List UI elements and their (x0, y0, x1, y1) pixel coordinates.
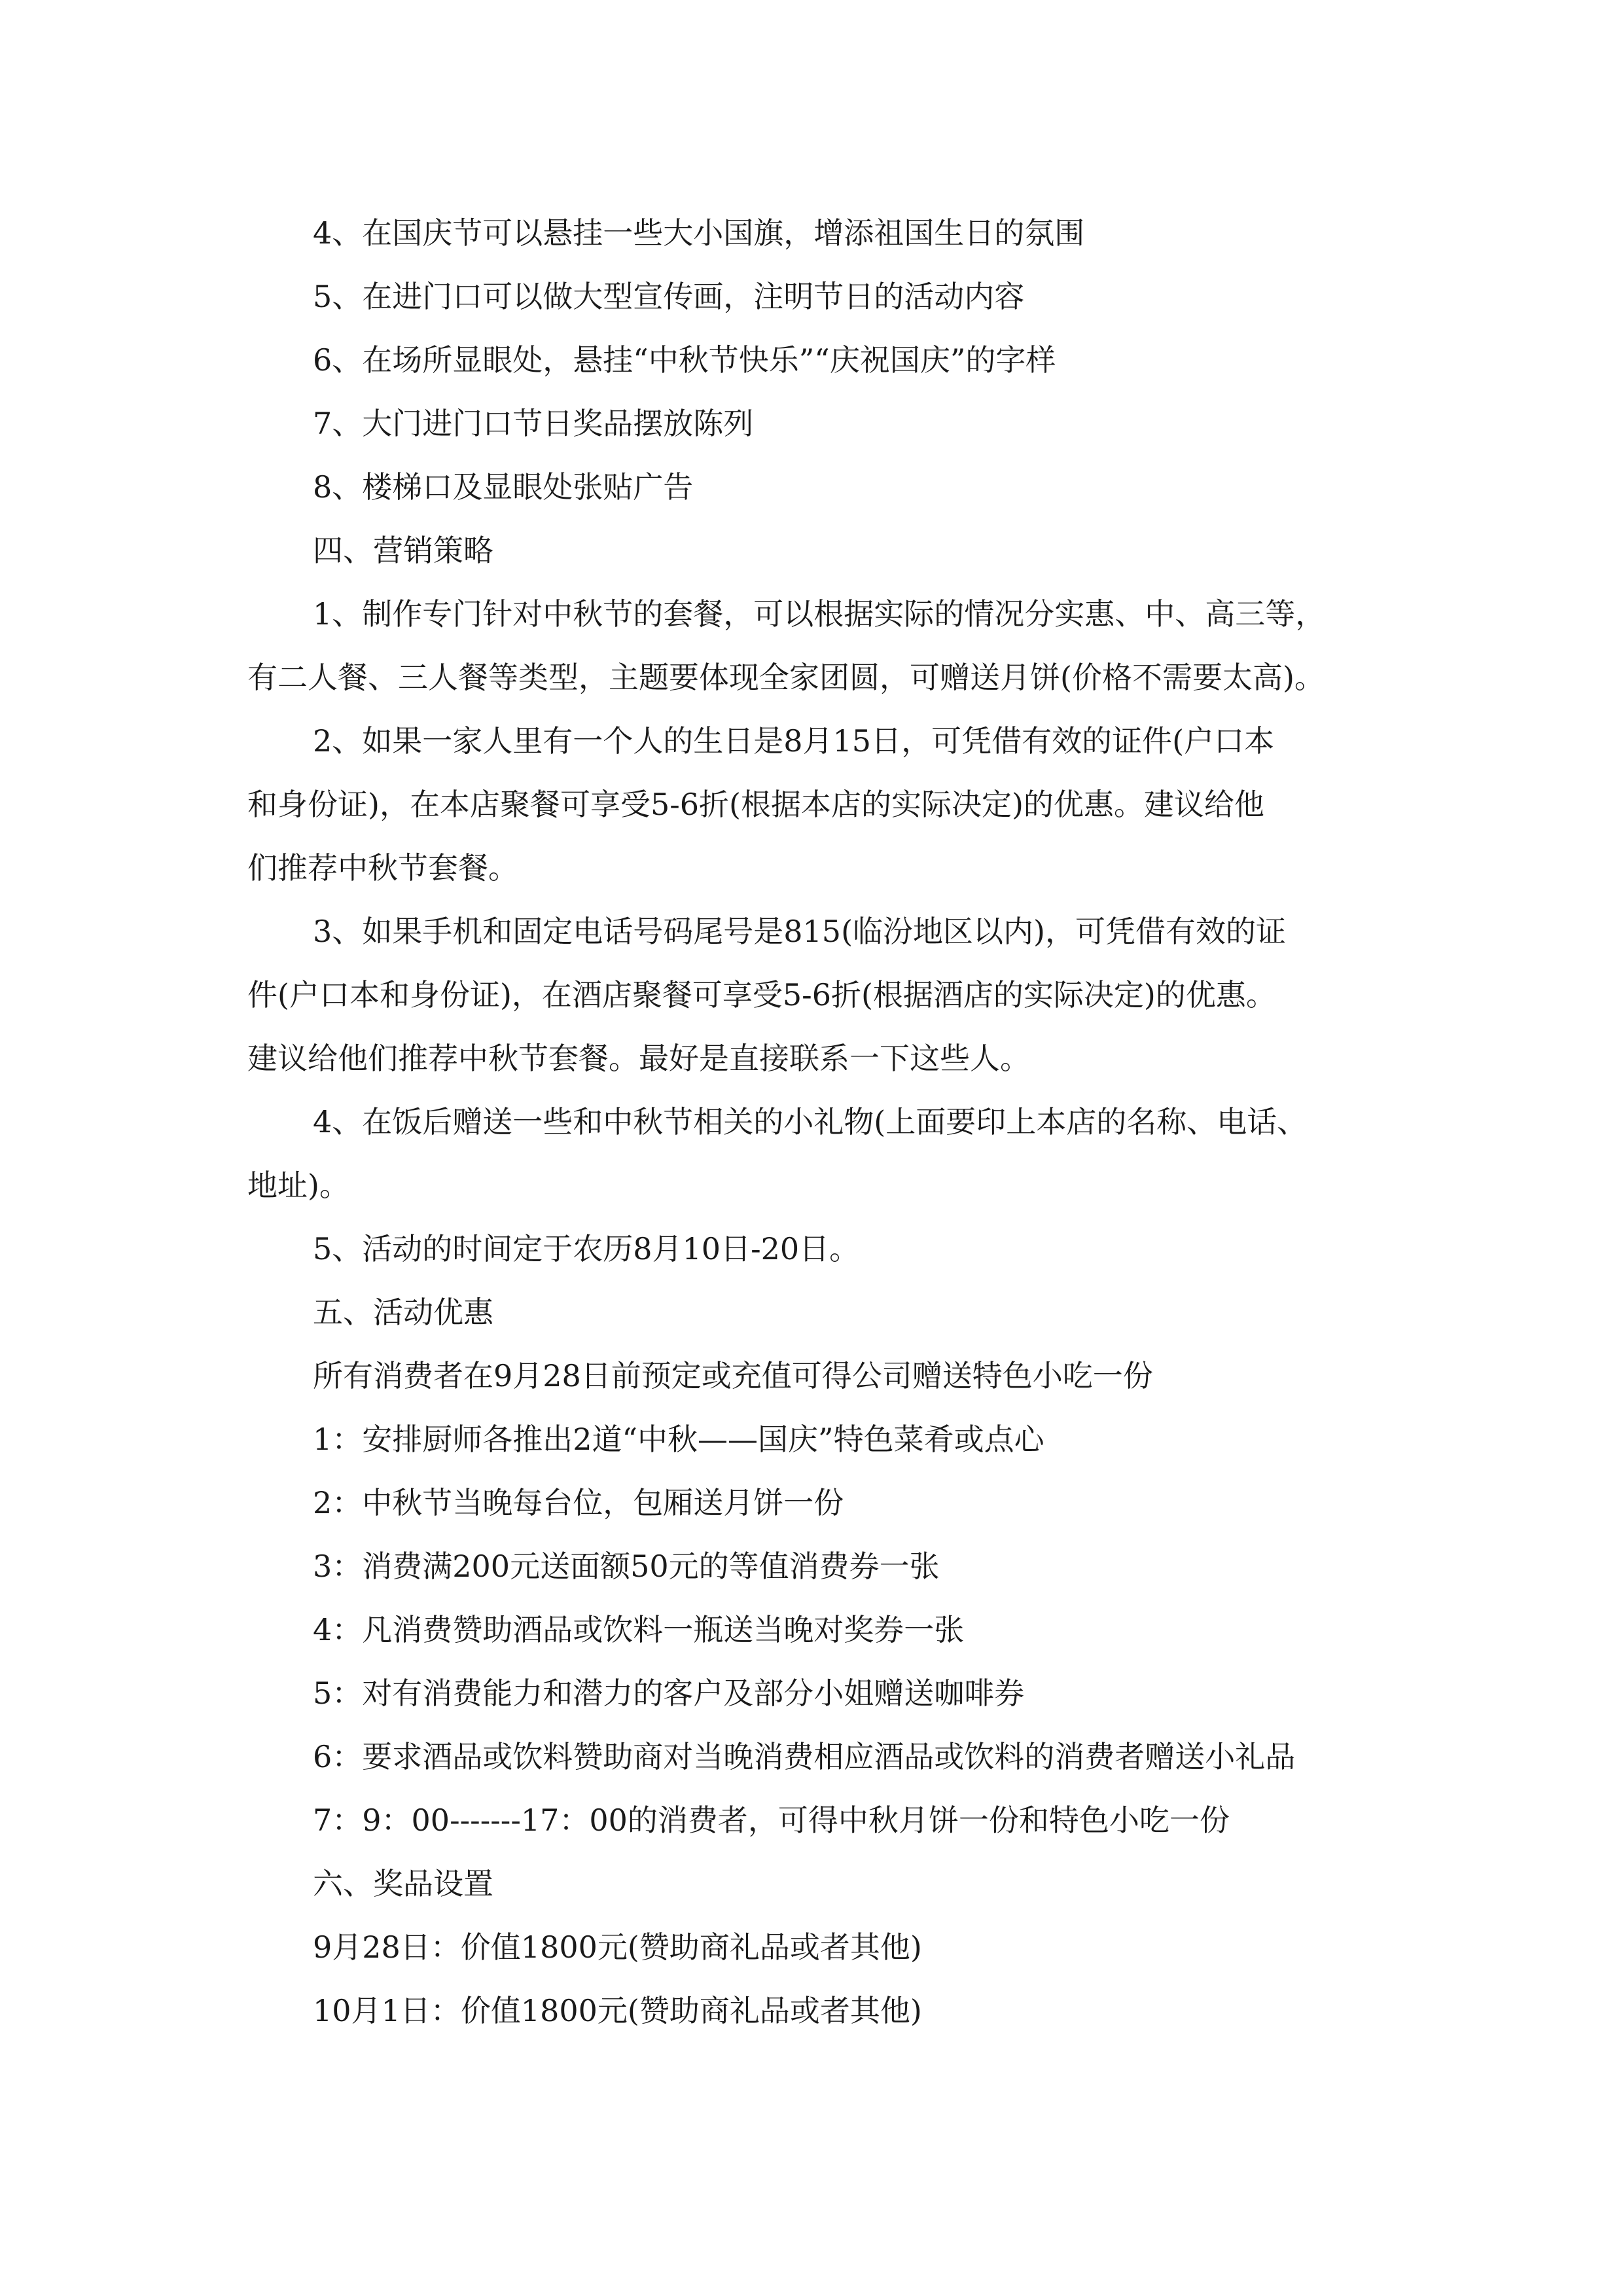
text-line: 8、楼梯口及显眼处张贴广告 (313, 469, 694, 505)
section-heading: 六、奖品设置 (313, 1866, 493, 1901)
text-line: 7、大门进门口节日奖品摆放陈列 (313, 406, 754, 441)
text-line: 2、如果一家人里有一个人的生日是8月15日，可凭借有效的证件(户口本 (313, 723, 1275, 759)
text-line: 1：安排厨师各推出2道“中秋——国庆”特色菜肴或点心 (313, 1422, 1044, 1457)
text-line: 6、在场所显眼处，悬挂“中秋节快乐”“庆祝国庆”的字样 (313, 342, 1056, 378)
text-line: 4：凡消费赞助酒品或饮料一瓶送当晚对奖券一张 (313, 1612, 965, 1647)
text-line: 所有消费者在9月28日前预定或充值可得公司赠送特色小吃一份 (313, 1358, 1153, 1393)
text-line: 们推荐中秋节套餐。 (247, 850, 518, 886)
section-heading: 五、活动优惠 (313, 1295, 493, 1330)
text-line: 4、在饭后赠送一些和中秋节相关的小礼物(上面要印上本店的名称、电话、 (313, 1104, 1308, 1139)
text-line: 3、如果手机和固定电话号码尾号是815(临汾地区以内)，可凭借有效的证 (313, 914, 1286, 949)
text-line: 有二人餐、三人餐等类型，主题要体现全家团圆，可赠送月饼(价格不需要太高)。 (247, 660, 1325, 695)
text-line: 1、制作专门针对中秋节的套餐，可以根据实际的情况分实惠、中、高三等， (313, 596, 1326, 632)
text-line: 2：中秋节当晚每台位，包厢送月饼一份 (313, 1485, 844, 1520)
section-heading: 四、营销策略 (313, 533, 493, 568)
text-line: 10月1日：价值1800元(赞助商礼品或者其他) (313, 1993, 922, 2028)
text-line: 7：9：00-------17：00的消费者，可得中秋月饼一份和特色小吃一份 (313, 1803, 1230, 1838)
document-body (247, 202, 1386, 2043)
text-line: 地址)。 (247, 1168, 349, 1203)
text-line: 6：要求酒品或饮料赞助商对当晚消费相应酒品或饮料的消费者赠送小礼品 (313, 1739, 1296, 1774)
text-line: 和身份证)，在本店聚餐可享受5-6折(根据本店的实际决定)的优惠。建议给他 (247, 787, 1264, 822)
text-line: 5、活动的时间定于农历8月10日-20日。 (313, 1231, 860, 1266)
text-line: 4、在国庆节可以悬挂一些大小国旗，增添祖国生日的氛围 (313, 215, 1085, 251)
text-line: 5：对有消费能力和潜力的客户及部分小姐赠送咖啡券 (313, 1676, 1025, 1711)
text-line: 建议给他们推荐中秋节套餐。最好是直接联系一下这些人。 (247, 1041, 1030, 1076)
text-line: 5、在进门口可以做大型宣传画，注明节日的活动内容 (313, 279, 1025, 314)
text-line: 9月28日：价值1800元(赞助商礼品或者其他) (313, 1929, 922, 1965)
text-line: 3：消费满200元送面额50元的等值消费券一张 (313, 1549, 940, 1584)
text-line: 件(户口本和身份证)，在酒店聚餐可享受5-6折(根据酒店的实际决定)的优惠。 (247, 977, 1276, 1013)
